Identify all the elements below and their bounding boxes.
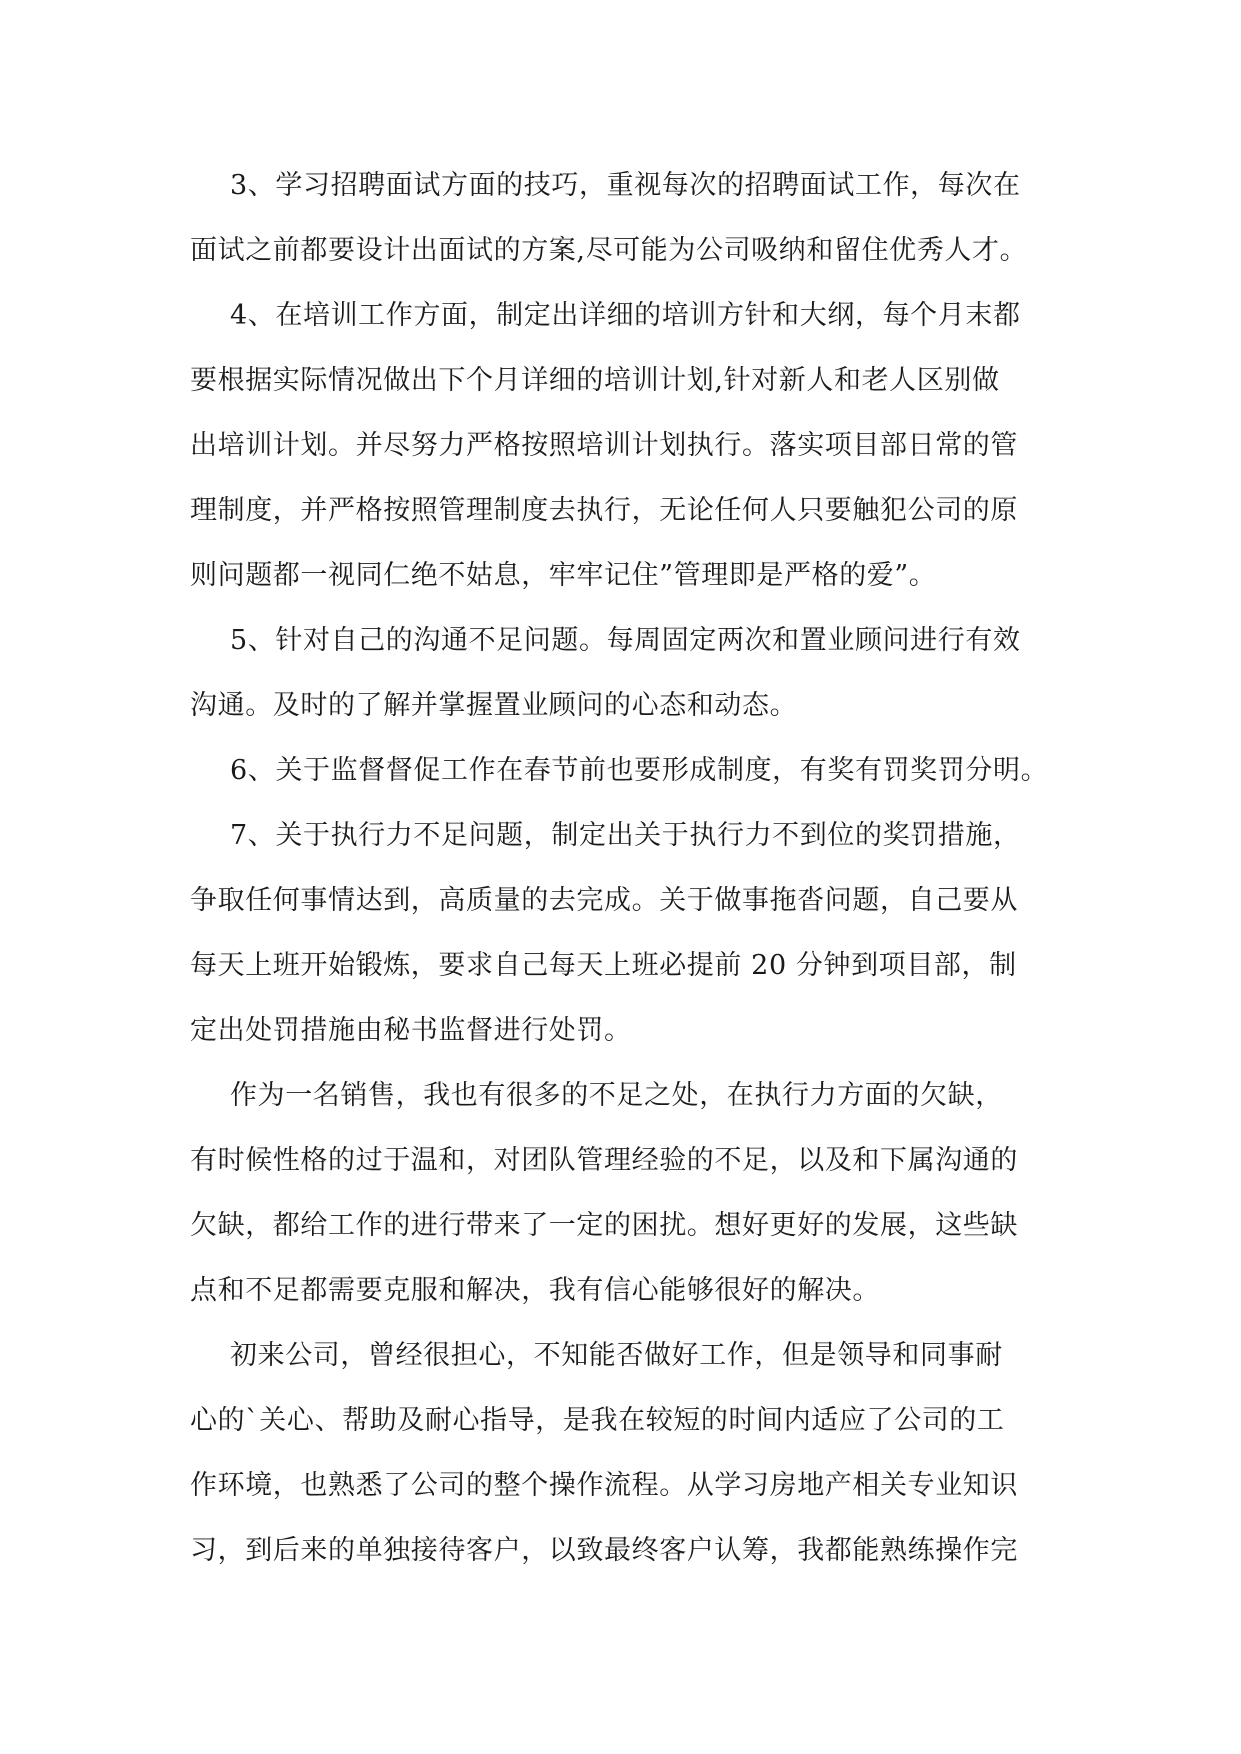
paragraph-communication — [190, 608, 1060, 738]
text-line: 则问题都一视同仁绝不姑息，牢牢记住”管理即是严格的爱”。 — [190, 560, 937, 591]
text-line: 有时候性格的过于温和，对团队管理经验的不足，以及和下属沟通的 — [190, 1145, 1018, 1176]
text-line: 定出处罚措施由秘书监督进行处罚。 — [190, 1015, 632, 1046]
paragraph-self-assessment — [190, 1063, 1060, 1323]
text-line: 初来公司，曾经很担心，不知能否做好工作，但是领导和同事耐 — [230, 1340, 1003, 1371]
text-line: 欠缺，都给工作的进行带来了一定的困扰。想好更好的发展，这些缺 — [190, 1210, 1018, 1241]
text-line: 心的`关心、帮助及耐心指导，是我在较短的时间内适应了公司的工 — [190, 1405, 1005, 1436]
paragraph-supervision — [190, 738, 1060, 803]
text-line: 每天上班开始锻炼，要求自己每天上班必提前 20 分钟到项目部，制 — [190, 950, 1017, 981]
paragraph-training — [190, 283, 1060, 608]
paragraph-execution — [190, 803, 1060, 1063]
text-line: 争取任何事情达到，高质量的去完成。关于做事拖沓问题，自己要从 — [190, 885, 1018, 916]
text-line: 6、关于监督督促工作在春节前也要形成制度，有奖有罚奖罚分明。 — [230, 755, 1049, 786]
paragraph-recruitment — [190, 153, 1060, 283]
paragraph-onboarding — [190, 1323, 1060, 1583]
text-line: 4、在培训工作方面，制定出详细的培训方针和大纲，每个月末都 — [230, 300, 1021, 331]
text-line: 出培训计划。并尽努力严格按照培训计划执行。落实项目部日常的管 — [190, 430, 1018, 461]
text-line: 作环境，也熟悉了公司的整个操作流程。从学习房地产相关专业知识 — [190, 1470, 1018, 1501]
document-body — [190, 153, 1060, 1583]
text-line: 5、针对自己的沟通不足问题。每周固定两次和置业顾问进行有效 — [230, 625, 1021, 656]
text-line: 7、关于执行力不足问题，制定出关于执行力不到位的奖罚措施， — [230, 820, 1021, 851]
text-line: 习，到后来的单独接待客户，以致最终客户认筹，我都能熟练操作完 — [190, 1535, 1018, 1566]
text-line: 点和不足都需要克服和解决，我有信心能够很好的解决。 — [190, 1275, 880, 1306]
text-line: 3、学习招聘面试方面的技巧，重视每次的招聘面试工作，每次在 — [230, 170, 1021, 201]
text-line: 要根据实际情况做出下个月详细的培训计划,针对新人和老人区别做 — [190, 365, 1000, 396]
text-line: 沟通。及时的了解并掌握置业顾问的心态和动态。 — [190, 690, 798, 721]
text-line: 面试之前都要设计出面试的方案,尽可能为公司吸纳和留住优秀人才。 — [190, 235, 1028, 266]
text-line: 作为一名销售，我也有很多的不足之处，在执行力方面的欠缺， — [230, 1080, 1003, 1111]
text-line: 理制度，并严格按照管理制度去执行，无论任何人只要触犯公司的原 — [190, 495, 1018, 526]
